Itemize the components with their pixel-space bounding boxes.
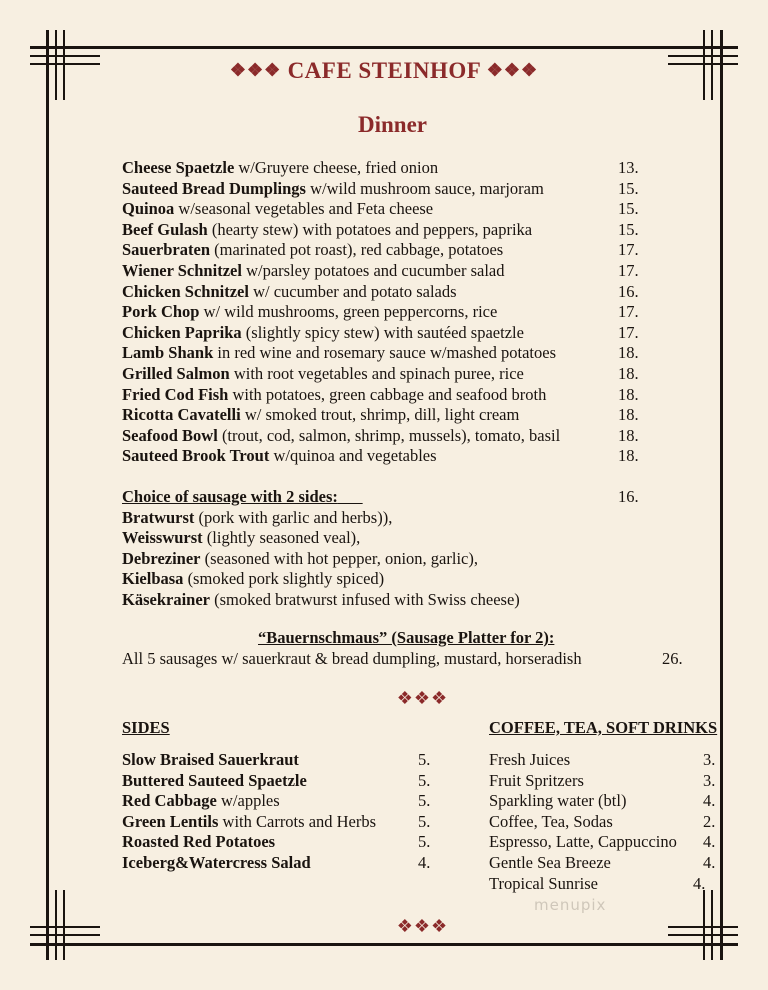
drink-item: Gentle Sea Breeze 4. bbox=[489, 852, 716, 872]
sides-heading: SIDES bbox=[122, 718, 170, 737]
drink-item: Espresso, Latte, Cappuccino 4. bbox=[489, 832, 716, 852]
item-price: 2. bbox=[703, 811, 716, 831]
menu-item: Sauerbraten (marinated pot roast), red cabbage, potatoes 17. bbox=[122, 240, 639, 260]
item-price: 17. bbox=[618, 260, 639, 280]
item-price: 18. bbox=[618, 384, 639, 404]
menu-item: Grilled Salmon with root vegetables and spinach puree, rice 18. bbox=[122, 363, 639, 383]
item-price: 3. bbox=[703, 770, 716, 790]
item-price: 3. bbox=[703, 750, 716, 769]
menu-item: Wiener Schnitzel w/parsley potatoes and cucumber salad 17. bbox=[122, 260, 639, 280]
menu-item: Chicken Paprika (slightly spicy stew) with sautéed spaetzle 17. bbox=[122, 322, 639, 342]
brand-text: CAFE STEINHOF bbox=[287, 58, 481, 83]
restaurant-name bbox=[0, 58, 768, 84]
menu-item: Fried Cod Fish with potatoes, green cabbage and seafood broth 18. bbox=[122, 384, 639, 404]
side-item: Roasted Red Potatoes 5. bbox=[122, 832, 431, 852]
menu-item: Chicken Schnitzel w/ cucumber and potato salads 16. bbox=[122, 281, 639, 301]
item-price: 4. bbox=[703, 832, 716, 852]
menu-item: Ricotta Cavatelli w/ smoked trout, shrimp, dill, light cream 18. bbox=[122, 405, 639, 425]
platter-description: All 5 sausages w/ sauerkraut & bread dumpling, mustard, horseradish 26. bbox=[122, 649, 683, 668]
sausage-item: Debreziner (seasoned with hot pepper, onion, garlic), bbox=[122, 548, 478, 568]
sausage-section bbox=[122, 487, 652, 611]
sausage-item: Käsekrainer (smoked bratwurst infused with Swiss cheese) bbox=[122, 589, 520, 609]
menu-item: Lamb Shank in red wine and rosemary sauce w/mashed potatoes 18. bbox=[122, 343, 639, 363]
drink-item: Fresh Juices 3. bbox=[489, 750, 716, 769]
sides-section bbox=[122, 718, 442, 874]
side-item: Iceberg&Watercress Salad 4. bbox=[122, 852, 431, 872]
diamond-divider-icon: ❖❖❖ bbox=[396, 688, 449, 708]
item-price: 5. bbox=[418, 750, 431, 769]
item-price: 18. bbox=[618, 425, 639, 445]
diamond-ornament-icon: ❖❖❖ bbox=[486, 60, 539, 80]
item-price: 18. bbox=[618, 446, 639, 466]
item-price: 18. bbox=[618, 363, 639, 383]
item-price: 5. bbox=[418, 811, 431, 831]
item-price: 4. bbox=[418, 852, 431, 872]
drinks-section bbox=[489, 718, 719, 894]
item-price: 15. bbox=[618, 219, 639, 239]
sausage-item: Weisswurst (lightly seasoned veal), bbox=[122, 528, 361, 548]
item-price: 13. bbox=[618, 158, 639, 177]
item-price: 4. bbox=[703, 791, 716, 811]
sausage-price: 16. bbox=[618, 487, 639, 506]
side-item: Buttered Sauteed Spaetzle 5. bbox=[122, 770, 431, 790]
drink-item: Coffee, Tea, Sodas 2. bbox=[489, 811, 716, 831]
item-price: 15. bbox=[618, 199, 639, 219]
item-price: 5. bbox=[418, 770, 431, 790]
item-price: 17. bbox=[618, 322, 639, 342]
item-price: 17. bbox=[618, 302, 639, 322]
item-price: 15. bbox=[618, 178, 639, 198]
diamond-divider-icon: ❖❖❖ bbox=[396, 916, 449, 936]
sausage-item: Bratwurst (pork with garlic and herbs)), bbox=[122, 507, 393, 527]
item-price: 18. bbox=[618, 343, 639, 363]
menu-item: Sauteed Bread Dumplings w/wild mushroom sauce, marjoram 15. bbox=[122, 178, 639, 198]
menu-item: Beef Gulash (hearty stew) with potatoes and peppers, paprika 15. bbox=[122, 219, 639, 239]
watermark-logo: menupix bbox=[534, 896, 607, 914]
platter-title: “Bauernschmaus” (Sausage Platter for 2): bbox=[258, 628, 555, 647]
drink-item: Tropical Sunrise 4. bbox=[489, 873, 706, 893]
item-price: 4. bbox=[693, 873, 706, 893]
item-price: 5. bbox=[418, 832, 431, 852]
side-item: Red Cabbage w/apples 5. bbox=[122, 791, 431, 811]
sausage-heading: Choice of sausage with 2 sides: bbox=[122, 487, 338, 506]
item-price: 17. bbox=[618, 240, 639, 260]
menu-item: Sauteed Brook Trout w/quinoa and vegetables 18. bbox=[122, 446, 639, 466]
menu-item: Quinoa w/seasonal vegetables and Feta cheese 15. bbox=[122, 199, 639, 219]
drinks-heading: COFFEE, TEA, SOFT DRINKS bbox=[489, 718, 718, 737]
sausage-heading-row bbox=[122, 487, 652, 508]
sausage-item: Kielbasa (smoked pork slightly spiced) bbox=[122, 569, 385, 589]
platter-price: 26. bbox=[662, 649, 683, 668]
diamond-ornament-icon: ❖❖❖ bbox=[229, 60, 282, 80]
item-price: 18. bbox=[618, 405, 639, 425]
menu-item: Cheese Spaetzle w/Gruyere cheese, fried onion 13. bbox=[122, 158, 639, 177]
menu-item: Seafood Bowl (trout, cod, salmon, shrimp, mussels), tomato, basil 18. bbox=[122, 425, 639, 445]
side-item: Slow Braised Sauerkraut 5. bbox=[122, 750, 431, 769]
drink-item: Sparkling water (btl) 4. bbox=[489, 791, 716, 811]
dinner-list bbox=[122, 158, 652, 467]
drink-item: Fruit Spritzers 3. bbox=[489, 770, 716, 790]
item-price: 5. bbox=[418, 791, 431, 811]
menu-item: Pork Chop w/ wild mushrooms, green peppercorns, rice 17. bbox=[122, 302, 639, 322]
item-price: 16. bbox=[618, 281, 639, 301]
section-title-dinner: Dinner bbox=[358, 112, 427, 137]
side-item: Green Lentils with Carrots and Herbs 5. bbox=[122, 811, 431, 831]
item-price: 4. bbox=[703, 852, 716, 872]
